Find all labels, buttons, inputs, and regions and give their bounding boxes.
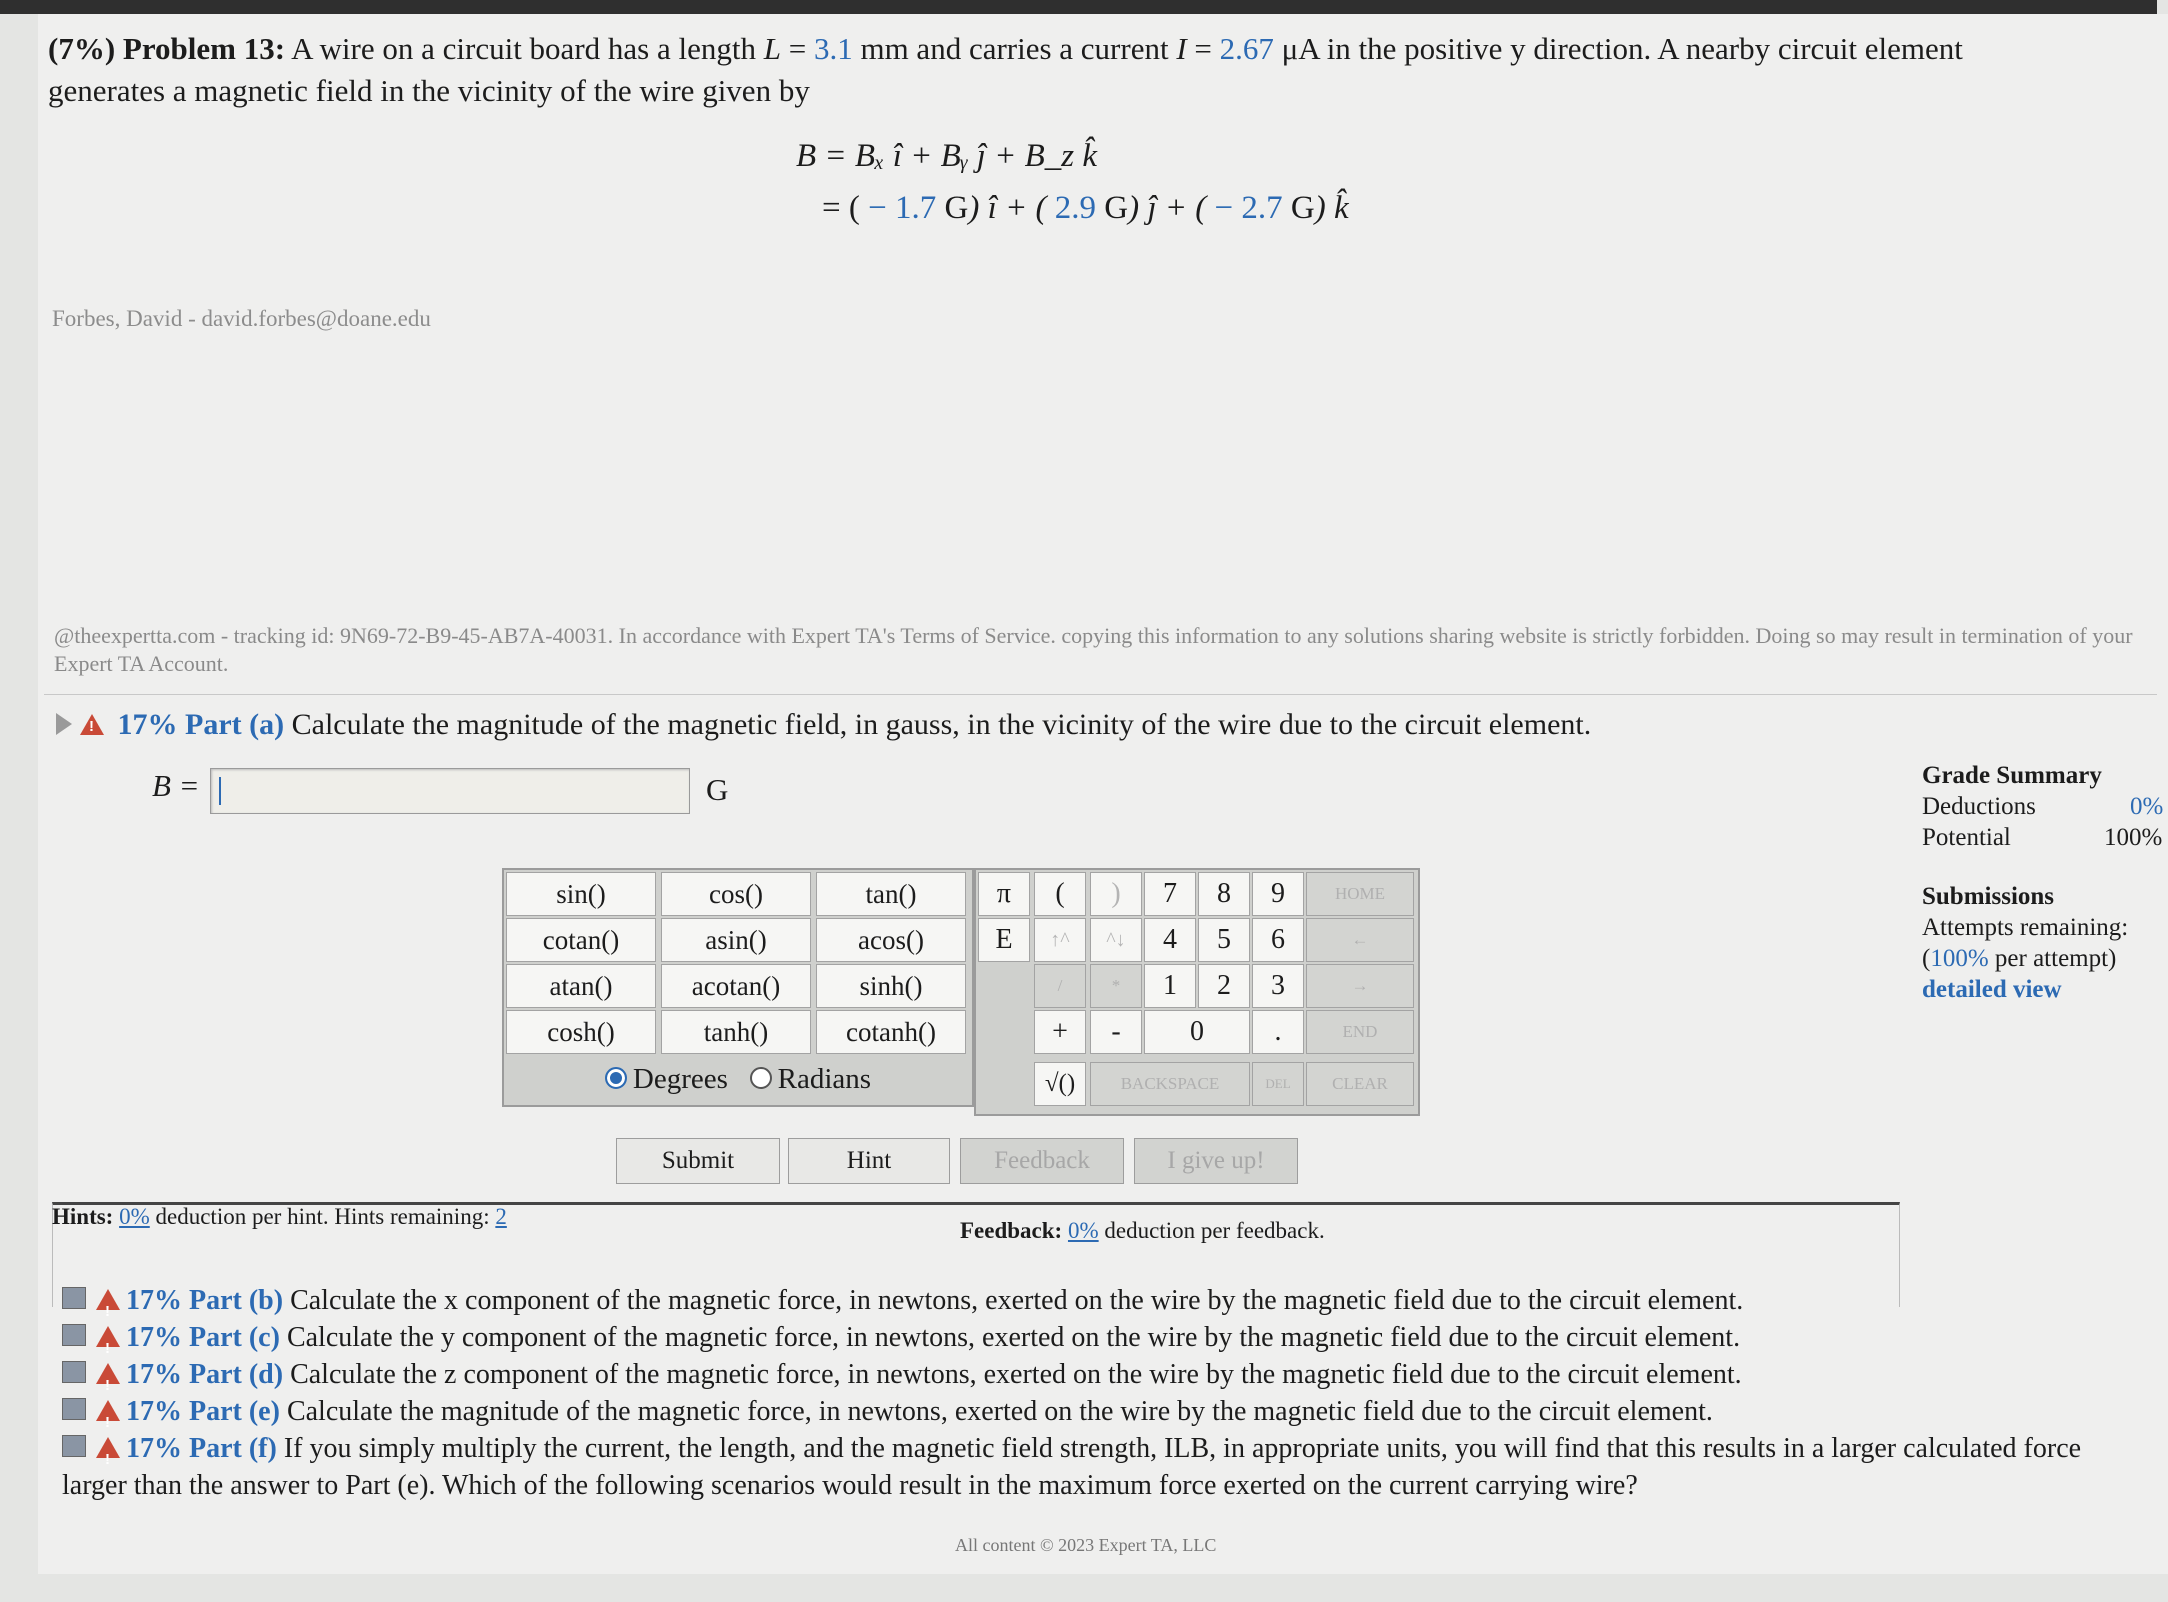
- key-0[interactable]: 0: [1144, 1010, 1250, 1054]
- cotanh-button[interactable]: cotanh(): [816, 1010, 966, 1054]
- end-key[interactable]: END: [1306, 1010, 1414, 1054]
- author-line: Forbes, David - david.forbes@doane.edu: [52, 306, 431, 331]
- e-key[interactable]: E: [978, 918, 1030, 962]
- field-equation-line-2: = ( − 1.7 G) î + ( 2.9 G) ĵ + ( − 2.7 G) k̂: [822, 190, 1349, 226]
- hint-deduction: 0%: [119, 1204, 150, 1229]
- sinh-button[interactable]: sinh(): [816, 964, 966, 1008]
- hints-row: [52, 1204, 507, 1230]
- per-attempt-text: per attempt): [1994, 945, 2117, 972]
- warning-icon: [96, 1400, 120, 1421]
- submit-button[interactable]: Submit: [616, 1138, 780, 1184]
- hints-label: Hints:: [52, 1204, 114, 1229]
- cotan-button[interactable]: cotan(): [506, 918, 656, 962]
- submissions-title: Submissions: [1922, 883, 2055, 910]
- degrees-radio[interactable]: [605, 1067, 627, 1089]
- feedback-text: deduction per feedback.: [1104, 1218, 1325, 1243]
- multiply-key[interactable]: *: [1090, 964, 1142, 1008]
- field-equation-line-1: B = Bₓ î + Bᵧ ĵ + B_z k̂: [796, 138, 1097, 174]
- current-symbol: I: [1176, 31, 1187, 66]
- give-up-button[interactable]: I give up!: [1134, 1138, 1298, 1184]
- feedback-button[interactable]: Feedback: [960, 1138, 1124, 1184]
- length-unit: mm and carries a current: [860, 31, 1169, 66]
- part-status-icon: [62, 1435, 86, 1457]
- section-divider: [44, 694, 2157, 695]
- tanh-button[interactable]: tanh(): [661, 1010, 811, 1054]
- backspace-key[interactable]: BACKSPACE: [1090, 1062, 1250, 1106]
- problem-title: Problem 13:: [122, 31, 286, 66]
- part-e-text: Calculate the magnitude of the magnetic force, in newtons, exerted on the wire by the magnetic field due to the circuit element.: [286, 1396, 1713, 1427]
- pi-key[interactable]: π: [978, 872, 1030, 916]
- hint-button[interactable]: Hint: [788, 1138, 950, 1184]
- length-symbol: L: [763, 31, 781, 66]
- part-b-label: 17% Part (b): [126, 1285, 284, 1316]
- part-d-text: Calculate the z component of the magnetic force, in newtons, exerted on the wire by the magnetic field due to the circuit element.: [290, 1359, 1742, 1390]
- eq-prefix: = (: [822, 190, 860, 226]
- radians-label: Radians: [777, 1063, 872, 1095]
- delete-key[interactable]: DEL: [1252, 1062, 1304, 1106]
- deductions-label: Deductions: [1922, 793, 2036, 820]
- key-2[interactable]: 2: [1198, 964, 1250, 1008]
- acotan-button[interactable]: acotan(): [661, 964, 811, 1008]
- warning-icon: [96, 1437, 120, 1458]
- part-c-text: Calculate the y component of the magnetic force, in newtons, exerted on the wire by the magnetic field due to the circuit element.: [286, 1322, 1741, 1353]
- radians-radio[interactable]: [750, 1067, 772, 1089]
- feedback-deduction: 0%: [1067, 1218, 1099, 1243]
- tan-button[interactable]: tan(): [816, 872, 966, 916]
- key-8[interactable]: 8: [1198, 872, 1250, 916]
- hints-remaining: 2: [495, 1204, 507, 1229]
- tracking-notice: @theexpertta.com - tracking id: 9N69-72-B9-45-AB7A-40031. In accordance with Expert TA's Terms of Service. copying this information to any solutions sharing website is strictly forbidden. Doing so may result in termination of your Expert TA Account.: [54, 623, 2133, 676]
- key-7[interactable]: 7: [1144, 872, 1196, 916]
- part-f-row[interactable]: [62, 1430, 2152, 1504]
- current-unit: μA in the positive y direction. A nearby circuit element: [1281, 31, 1963, 66]
- part-c-row[interactable]: [62, 1319, 2152, 1356]
- feedback-label: Feedback:: [960, 1218, 1063, 1243]
- function-pad: [502, 868, 974, 1107]
- atan-button[interactable]: atan(): [506, 964, 656, 1008]
- down-caret-key[interactable]: ^↓: [1090, 918, 1142, 962]
- plus-key[interactable]: +: [1034, 1010, 1086, 1054]
- attempts-label: Attempts remaining:: [1922, 914, 2129, 941]
- sqrt-key[interactable]: √(): [1034, 1062, 1086, 1106]
- per-attempt-pct: 100%: [1930, 945, 1989, 972]
- clear-key[interactable]: CLEAR: [1306, 1062, 1414, 1106]
- part-e-row[interactable]: [62, 1393, 2152, 1430]
- part-b-row[interactable]: [62, 1282, 2152, 1319]
- grade-summary: Grade Summary Deductions 0% Potential 100% Submissions Attempts remaining: (100% per attempt) detailed view: [1922, 762, 2164, 1003]
- part-a-header: [56, 708, 1591, 742]
- key-5[interactable]: 5: [1198, 918, 1250, 962]
- dot-key[interactable]: .: [1252, 1010, 1304, 1054]
- minus-key[interactable]: -: [1090, 1010, 1142, 1054]
- warning-icon: [80, 714, 104, 735]
- cos-button[interactable]: cos(): [661, 872, 811, 916]
- part-status-icon: [62, 1324, 86, 1346]
- warning-icon: [96, 1363, 120, 1384]
- key-6[interactable]: 6: [1252, 918, 1304, 962]
- deductions-value: 0%: [2130, 793, 2164, 820]
- play-icon[interactable]: [56, 713, 72, 735]
- up-caret-key[interactable]: ↑^: [1034, 918, 1086, 962]
- top-bar: [0, 0, 2157, 14]
- open-paren-key[interactable]: (: [1034, 872, 1086, 916]
- part-e-label: 17% Part (e): [126, 1396, 280, 1427]
- part-f-text: If you simply multiply the current, the length, and the magnetic field strength, ILB, in appropriate units, you will find that this results in a larger calculated force larger than the answer to Part (e). Which of the following scenarios would result in the maximum force exerted on the current carrying wire?: [62, 1433, 2082, 1501]
- hints-text: deduction per hint. Hints remaining:: [155, 1204, 490, 1229]
- part-c-label: 17% Part (c): [126, 1322, 280, 1353]
- part-status-icon: [62, 1287, 86, 1309]
- text-cursor: [219, 777, 221, 805]
- key-4[interactable]: 4: [1144, 918, 1196, 962]
- problem-text-2: generates a magnetic field in the vicinity of the wire given by: [48, 73, 810, 108]
- right-arrow-key[interactable]: →: [1306, 964, 1414, 1008]
- detailed-view-link[interactable]: detailed view: [1922, 976, 2062, 1003]
- close-paren-key[interactable]: ): [1090, 872, 1142, 916]
- keypad: [974, 868, 1420, 1116]
- bz-unit: G: [1290, 190, 1315, 226]
- potential-label: Potential: [1922, 824, 2011, 851]
- grade-summary-title: Grade Summary: [1922, 762, 2102, 789]
- part-f-label: 17% Part (f): [126, 1433, 277, 1464]
- part-d-label: 17% Part (d): [126, 1359, 284, 1390]
- part-b-text: Calculate the x component of the magnetic force, in newtons, exerted on the wire by the magnetic field due to the circuit element.: [290, 1285, 1744, 1316]
- warning-icon: [96, 1326, 120, 1347]
- problem-text-1: A wire on a circuit board has a length: [291, 31, 756, 66]
- part-status-icon: [62, 1361, 86, 1383]
- sin-button[interactable]: sin(): [506, 872, 656, 916]
- key-3[interactable]: 3: [1252, 964, 1304, 1008]
- part-d-row[interactable]: [62, 1356, 2152, 1393]
- answer-input[interactable]: [210, 768, 690, 814]
- answer-variable: B =: [152, 768, 200, 803]
- cosh-button[interactable]: cosh(): [506, 1010, 656, 1054]
- bx-value: − 1.7: [868, 190, 937, 226]
- divide-key[interactable]: /: [1034, 964, 1086, 1008]
- key-9[interactable]: 9: [1252, 872, 1304, 916]
- bx-unit: G: [944, 190, 969, 226]
- left-arrow-key[interactable]: ←: [1306, 918, 1414, 962]
- problem-statement: (7%) Problem 13: A wire on a circuit board has a length L = 3.1 mm and carries a current I = 2.67 μA in the positive y direction. A nearby circuit element generates a magnetic field in the vicinity of the wire given by: [48, 31, 1963, 108]
- part-status-icon: [62, 1398, 86, 1420]
- acos-button[interactable]: acos(): [816, 918, 966, 962]
- degrees-label: Degrees: [632, 1063, 728, 1095]
- asin-button[interactable]: asin(): [661, 918, 811, 962]
- length-value: 3.1: [813, 31, 853, 66]
- potential-value: 100%: [2104, 824, 2163, 851]
- by-value: 2.9: [1054, 190, 1096, 226]
- warning-icon: [96, 1289, 120, 1310]
- part-a-question: Calculate the magnitude of the magnetic field, in gauss, in the vicinity of the wire due to the circuit element.: [291, 708, 1592, 741]
- bz-value: − 2.7: [1214, 190, 1283, 226]
- part-a-label: 17% Part (a): [117, 708, 285, 741]
- copyright-footer: All content © 2023 Expert TA, LLC: [955, 1535, 1217, 1555]
- answer-unit: G: [706, 772, 729, 807]
- problem-weight: (7%): [48, 31, 116, 66]
- angle-mode: [504, 1056, 972, 1102]
- other-parts-list: [62, 1282, 2152, 1504]
- home-key[interactable]: HOME: [1306, 872, 1414, 916]
- current-value: 2.67: [1219, 31, 1274, 66]
- key-1[interactable]: 1: [1144, 964, 1196, 1008]
- by-unit: G: [1104, 190, 1129, 226]
- feedback-row: [960, 1218, 1325, 1244]
